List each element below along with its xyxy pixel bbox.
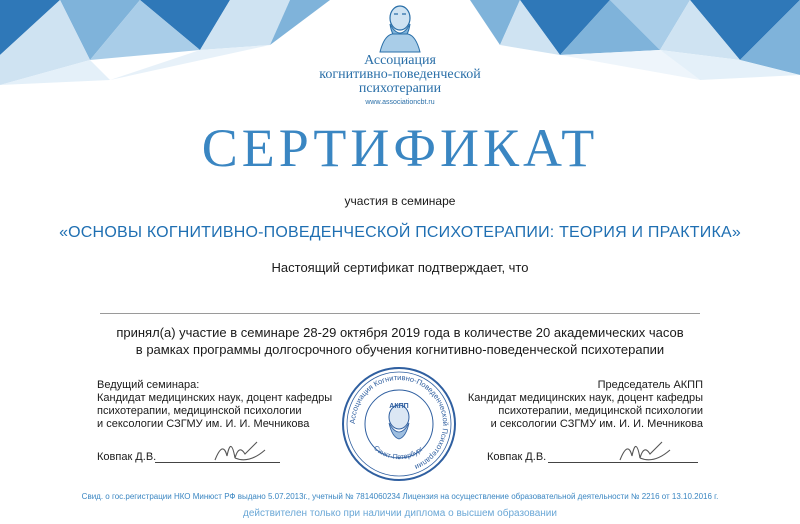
left-signatory-role: Ведущий семинара: [97,379,200,391]
certificate-subtitle: участия в семинаре [344,194,456,208]
right-handwritten-signature [610,430,680,470]
participation-line: принял(а) участие в семинаре 28-29 октября 2019 года в количестве 20 академических часов [116,325,684,340]
participation-text [60,324,740,358]
footer-validity: действителен только при наличии диплома о высшем образовании [243,508,557,519]
left-signatory-title: психотерапии, медицинской психологии [97,405,302,417]
association-website[interactable]: www.associationcbt.ru [365,99,435,106]
left-signatory-title: Кандидат медицинских наук, доцент кафедры [97,392,333,404]
association-logo [360,2,440,54]
confirm-text: Настоящий сертификат подтверждает, что [271,260,529,275]
association-name-line: Ассоциация [364,53,436,68]
seal-city-text: Санкт-Петербург [372,444,425,462]
right-signatory-title: психотерапии, медицинской психологии [498,405,703,417]
association-name-line: психотерапии [358,81,442,96]
left-handwritten-signature [205,430,275,470]
official-seal [340,365,458,483]
right-signatory-title: и сексологии СЗГМУ им. И. И. Мечникова [490,418,703,430]
association-name-line: когнитивно-поведенческой [319,67,481,82]
left-signatory-name: Ковпак Д.В. [97,451,157,463]
left-signatory-title: и сексологии СЗГМУ им. И. И. Мечникова [97,418,310,430]
seal-center-text: АКПП [389,403,409,410]
right-signatory [458,379,703,431]
participation-line: в рамках программы долгосрочного обучения когнитивно-поведенческой психотерапии [135,342,665,357]
svg-text:Санкт-Петербург [372,445,425,461]
seminar-name: «ОСНОВЫ КОГНИТИВНО-ПОВЕДЕНЧЕСКОЙ ПСИХОТЕРАПИИ: ТЕОРИЯ И ПРАКТИКА» [59,224,741,241]
recipient-name-line [100,313,700,314]
seal-outer-text: Ассоциация Когнитивно-Поведенческой Психотерапии [347,372,451,472]
right-signatory-title: Кандидат медицинских наук, доцент кафедры [467,392,703,404]
right-signatory-name: Ковпак Д.В. [487,451,547,463]
association-name [250,54,550,96]
certificate-title: СЕРТИФИКАТ [201,118,599,178]
right-signatory-role: Председатель АКПП [597,379,703,391]
left-signatory [97,379,337,431]
footer-registration: Свид. о гос.регистрации НКО Минюст РФ выдано 5.07.2013г., учетный № 7814060234 Лицензия на осуществление образовательной деятельности № 2216 от 13.10.2016 г. [81,492,719,501]
